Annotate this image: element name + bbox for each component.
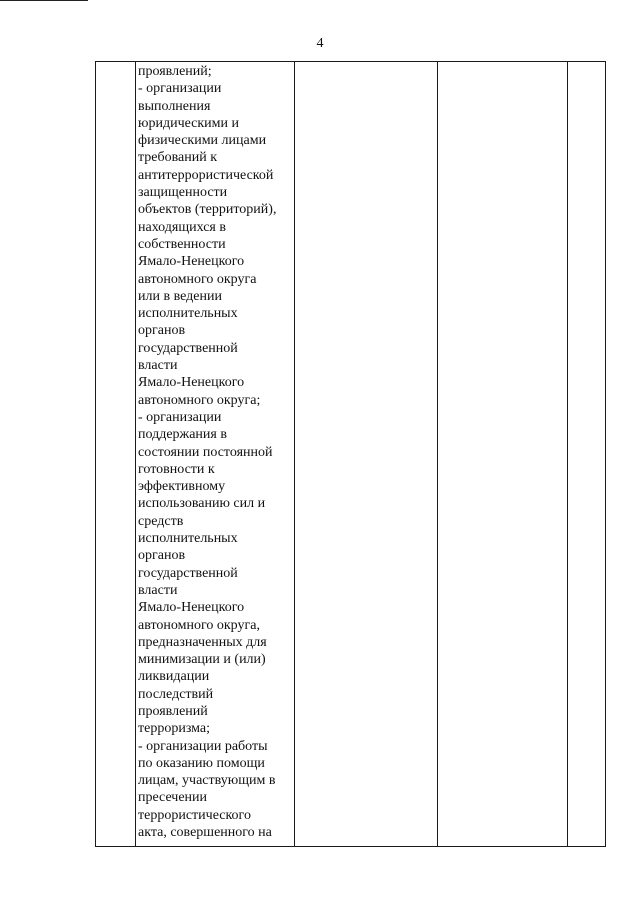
- cell-text-line: выполнения: [138, 98, 211, 114]
- cell-text-line: лицам, участвующим в: [138, 773, 276, 789]
- cell-text-line: последствий: [138, 686, 214, 702]
- cell-text-line: объектов (территорий),: [138, 202, 277, 218]
- cell-text-line: Ямало-Ненецкого: [138, 600, 245, 616]
- cell-text-line: эффективному: [138, 479, 226, 495]
- cell-text-line: или в ведении: [138, 288, 222, 304]
- cell-text-line: Ямало-Ненецкого: [138, 375, 245, 391]
- cell-text-line: автономного округа,: [138, 617, 260, 633]
- column-divider-1: [135, 61, 136, 847]
- cell-text-line: государственной: [138, 340, 238, 356]
- cell-text-line: состоянии постоянной: [138, 444, 273, 460]
- cell-text-line: поддержания в: [138, 427, 227, 443]
- cell-text-line: ликвидации: [138, 669, 210, 685]
- cell-text-line: требований к: [138, 150, 218, 166]
- cell-text-line: автономного округа: [138, 271, 257, 287]
- page-number: 4: [316, 36, 324, 51]
- cell-text-line: проявлений;: [138, 64, 212, 79]
- cell-text-line: - организации: [138, 81, 222, 97]
- column-divider-2: [294, 61, 295, 847]
- cell-text-line: средств: [138, 513, 184, 529]
- cell-text-line: органов: [138, 548, 186, 564]
- cell-text-line: собственности: [138, 236, 226, 252]
- cell-text-line: исполнительных: [138, 306, 238, 322]
- cell-text-line: государственной: [138, 565, 238, 581]
- cell-text-line: антитеррористической: [138, 167, 274, 183]
- cell-text-line: Ямало-Ненецкого: [138, 254, 245, 270]
- cell-text-line: минимизации и (или): [138, 652, 266, 668]
- document-table: [95, 61, 606, 847]
- cell-text-line: исполнительных: [138, 531, 238, 547]
- cell-text-line: использованию сил и: [138, 496, 266, 512]
- cell-text-line: - организации работы: [138, 738, 268, 754]
- cell-text-line: власти: [138, 582, 178, 598]
- cell-text-line: юридическими и: [138, 115, 240, 131]
- cell-text-line: террористического: [138, 807, 251, 823]
- cell-text-line: терроризма;: [138, 721, 211, 737]
- table-cell-description: [138, 63, 294, 841]
- cell-text-line: власти: [138, 358, 178, 374]
- cell-text-line: защищенности: [138, 185, 228, 201]
- column-divider-4: [567, 61, 568, 847]
- cell-text-line: - организации: [138, 409, 222, 425]
- cell-text-line: по оказанию помощи: [138, 755, 265, 771]
- table-top-border: [95, 61, 606, 62]
- cell-text-line: акта, совершенного на: [138, 825, 272, 841]
- table-border-right: [605, 61, 606, 847]
- header-rule: [0, 0, 88, 1]
- cell-text-line: находящихся в: [138, 219, 226, 235]
- cell-text-line: пресечении: [138, 790, 208, 806]
- cell-text-line: готовности к: [138, 461, 215, 477]
- cell-text-line: проявлений: [138, 703, 208, 719]
- cell-text-line: физическими лицами: [138, 133, 267, 149]
- cell-text-line: органов: [138, 323, 186, 339]
- cell-text-line: предназначенных для: [138, 634, 267, 650]
- column-divider-3: [437, 61, 438, 847]
- table-bottom-border: [95, 846, 606, 847]
- cell-text-line: автономного округа;: [138, 392, 261, 408]
- table-border-left: [95, 61, 96, 847]
